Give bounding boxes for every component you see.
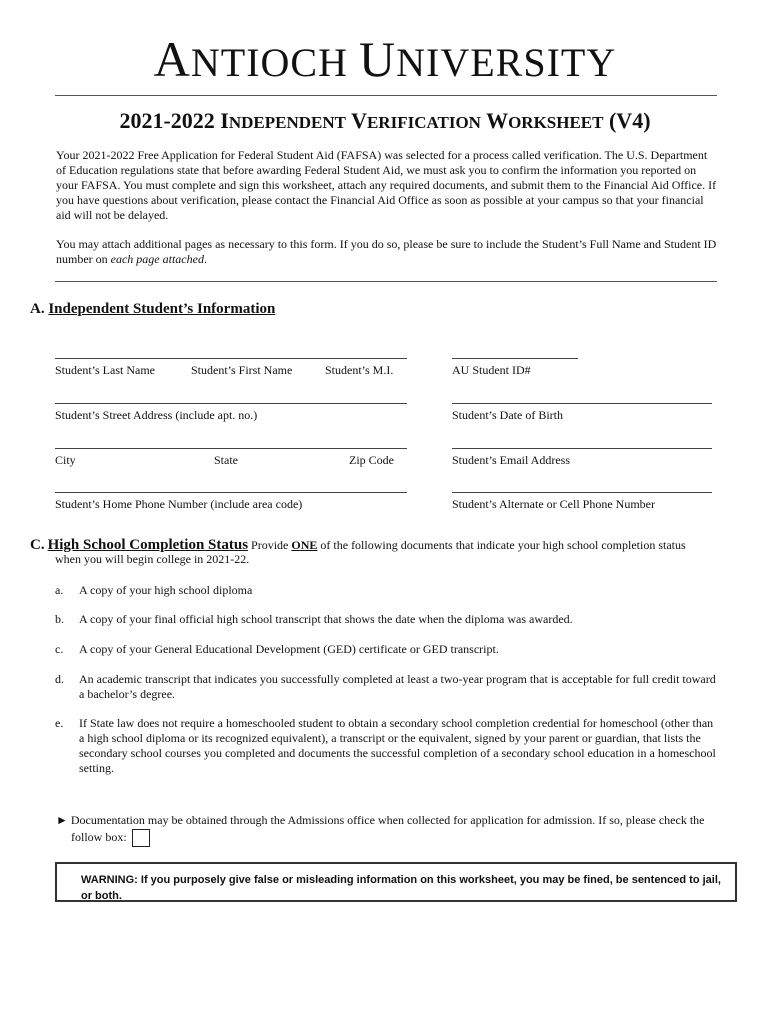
admissions-note-text-2: follow box: (71, 830, 127, 844)
section-c-letter: C. (30, 537, 45, 553)
section-c-intro-post: of the following documents that indicate your high school completion status (317, 538, 686, 552)
logo-word-university: NIVERSITY (396, 40, 617, 85)
title-year: 2021-2022 (119, 108, 215, 133)
street-input-line[interactable] (55, 403, 407, 404)
intro-paragraph-2-italic: each page attached (110, 252, 204, 266)
intro-divider (55, 281, 717, 282)
first-name-label: Student’s First Name (191, 363, 293, 377)
section-a-heading (30, 301, 275, 318)
page-title (0, 108, 770, 134)
header-divider (55, 95, 717, 96)
list-text: A copy of your high school diploma (79, 583, 253, 597)
section-a-letter: A. (30, 301, 45, 317)
section-c-intro-pre: Provide (251, 538, 292, 552)
section-c-intro-one: ONE (291, 538, 318, 552)
name-input-line[interactable] (55, 358, 407, 359)
list-item (55, 583, 725, 599)
list-text: An academic transcript that indicates you successfully completed at least a two-year program that is acceptable for full credit toward a bachelor’s degree. (79, 672, 716, 701)
university-logo (0, 30, 770, 88)
list-marker: b. (55, 612, 64, 626)
section-a-title: Independent Student’s Information (48, 301, 276, 317)
home-phone-label: Student’s Home Phone Number (include area code) (55, 497, 303, 511)
arrow-right-icon: ► (56, 813, 68, 827)
middle-initial-label: Student’s M.I. (325, 363, 394, 377)
list-marker: c. (55, 642, 64, 656)
alt-phone-label: Student’s Alternate or Cell Phone Number (452, 497, 655, 511)
warning-box (55, 862, 737, 902)
zip-label: Zip Code (349, 453, 394, 467)
state-label: State (214, 453, 238, 467)
list-text: If State law does not require a homeschooled student to obtain a secondary school completion credential for homeschool (other than a high school diploma or its recognized equivalent), a transcript or the equivalent, signed by your parent or guardian, that lists the secondary school courses you completed and documents the successful completion of a secondary school education in a homeschool setting. (79, 716, 716, 775)
list-text: A copy of your General Educational Development (GED) certificate or GED transcript. (79, 642, 499, 656)
title-verification: ERIFICATION (366, 113, 481, 132)
list-marker: e. (55, 716, 64, 730)
title-independent: NDEPENDENT (228, 113, 346, 132)
logo-letter-u: U (359, 31, 397, 87)
list-item (55, 716, 725, 778)
city-state-zip-input-line[interactable] (55, 448, 407, 449)
alt-phone-input-line[interactable] (452, 492, 712, 493)
au-id-label: AU Student ID# (452, 363, 531, 377)
au-id-input-line[interactable] (452, 358, 578, 359)
home-phone-input-line[interactable] (55, 492, 407, 493)
intro-paragraph-2 (56, 237, 718, 267)
last-name-label: Student’s Last Name (55, 363, 155, 377)
title-i: I (220, 108, 229, 133)
section-c-intro-line2: when you will begin college in 2021-22. (55, 552, 250, 566)
city-label: City (55, 453, 76, 467)
list-marker: d. (55, 672, 64, 686)
dob-input-line[interactable] (452, 403, 712, 404)
admissions-note (56, 812, 756, 847)
street-label: Student’s Street Address (include apt. no.) (55, 408, 258, 422)
title-worksheet: ORKSHEET (508, 113, 604, 132)
list-marker: a. (55, 583, 64, 597)
intro-paragraph-2-end: . (203, 252, 207, 266)
dob-label: Student’s Date of Birth (452, 408, 563, 422)
logo-word-antioch: NTIOCH (190, 40, 348, 85)
title-version: (V4) (608, 108, 651, 133)
title-v: V (351, 108, 367, 133)
email-label: Student’s Email Address (452, 453, 570, 467)
list-text: A copy of your final official high school transcript that shows the date when the diploma was awarded. (79, 612, 573, 626)
logo-letter-a: A (153, 31, 191, 87)
warning-text: WARNING: If you purposely give false or misleading information on this worksheet, you may be fined, be sentenced to jail, or both. (81, 874, 721, 902)
intro-paragraph-1: Your 2021-2022 Free Application for Federal Student Aid (FAFSA) was selected for a process called verification. The U.S. Department of Education regulations state that before awarding Federal Student Aid, we must ask you to confirm the information you reported on your FAFSA. You must complete and sign this worksheet, attach any required documents, and submit them to the Financial Aid Office. If you have questions about verification, please contact the Financial Aid Office as soon as possible at your campus so that your financial aid will not be delayed. (56, 148, 717, 222)
list-item (55, 672, 725, 704)
list-item (55, 612, 725, 628)
section-c-title: High School Completion Status (47, 537, 249, 553)
intro-paragraph-2-text: You may attach additional pages as necessary to this form. If you do so, please be sure to include the Student’s Full Name and Student ID number on (56, 237, 717, 266)
list-item (55, 642, 725, 658)
email-input-line[interactable] (452, 448, 712, 449)
title-w: W (486, 108, 509, 133)
admissions-checkbox[interactable] (132, 829, 150, 847)
admissions-note-text: Documentation may be obtained through the Admissions office when collected for application for admission. If so, please check the (70, 813, 705, 827)
